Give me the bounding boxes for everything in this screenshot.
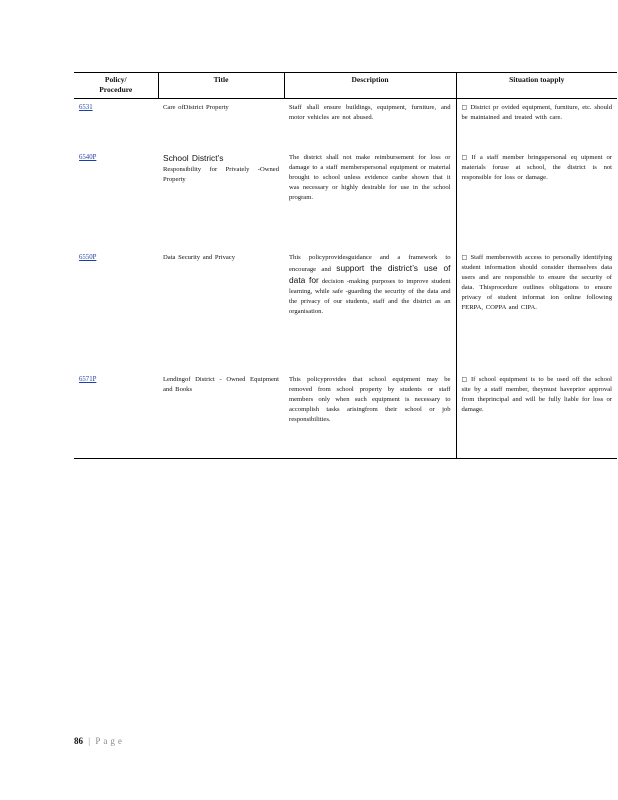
description-cell: This policyprovides that school equipment may be removed from school property by students or staff members only when such equipment is necessary to accomplish tasks arisingfrom their school or job responsibilities. <box>284 371 456 459</box>
situation-cell <box>456 371 617 459</box>
situation-cell <box>456 99 617 149</box>
footer-page-label: Page <box>95 736 125 746</box>
policy-link-6531[interactable]: 6531 <box>79 104 93 111</box>
policy-code-cell <box>74 99 158 149</box>
situation-text: If school equipment is to be used off the school site by a staff member, theymust haveprior approval from theprincipal and will be fully liable for loss or damage. <box>461 375 613 413</box>
policy-code-cell <box>74 249 158 371</box>
situation-cell <box>456 249 617 371</box>
title-cell <box>158 149 284 249</box>
checkbox-bullet-icon: □ <box>461 375 468 383</box>
checkbox-bullet-icon: □ <box>461 153 469 161</box>
page-number: 86 <box>74 736 83 746</box>
policy-link-6571p[interactable]: 6571P <box>79 375 97 383</box>
description-cell: Staff shall ensure buildings, equipment, furniture, and motor vehicles are not abused. <box>284 99 456 149</box>
policy-table <box>74 72 617 459</box>
situation-text: Staff memberswith access to personally identifying student information should consider themselves data users and are responsible to ensure the security of data. Thisprocedure outlines obligations to ensure privacy of student informat ion online following FERPA, COPPA and CIPA. <box>461 253 613 311</box>
description-large-text: support the district’s use of data for <box>289 262 451 285</box>
title-large-text: School District’s <box>163 152 224 163</box>
table-header-row <box>74 73 617 99</box>
policy-code-cell <box>74 371 158 459</box>
situation-text: District pr ovided equipment, furniture, etc. should be maintained and treated with care. <box>461 104 612 121</box>
header-title: Title <box>158 73 284 99</box>
header-policy-line1: Policy/ <box>104 75 127 84</box>
description-cell <box>284 249 456 371</box>
title-cell: Data Security and Privacy <box>163 253 236 261</box>
policy-code-cell <box>74 149 158 249</box>
policy-link-6550p[interactable]: 6550P <box>79 253 97 261</box>
page-footer <box>74 736 125 746</box>
description-cell: The district shall not make reimbursement for loss or damage to a staff memberspersonal equipment or material brought to school unless evidence canbe shown that it was necessary or highly desirable for use in the school program. <box>284 149 456 249</box>
situation-cell <box>456 149 617 249</box>
table-row <box>74 99 617 149</box>
footer-separator: | <box>88 736 91 746</box>
table-row <box>74 149 617 249</box>
situation-text: If a staff member bringspersonal eq uipment or materials foruse at school, the district is not responsible for loss or damage. <box>461 153 612 181</box>
header-policy-line2: Procedure <box>99 85 133 94</box>
header-policy-procedure <box>74 73 158 99</box>
header-situation: Situation toapply <box>456 73 617 99</box>
description-text: decision -making purposes to improve student learning, while safe -guarding the security of the data and the privacy of our students, staff and the district as an organisation. <box>289 277 451 315</box>
checkbox-bullet-icon: □ <box>461 104 468 111</box>
table-row <box>74 371 617 459</box>
description-text: This policyprovidesguidance and a framework to encourage and <box>289 253 451 273</box>
title-cell: Care ofDistrict Property <box>163 104 229 111</box>
title-text: Responsibility for Privately -Owned Property <box>163 165 279 183</box>
policy-link-6540p[interactable]: 6540P <box>79 153 97 161</box>
header-description: Description <box>284 73 456 99</box>
title-cell: Lendingof District - Owned Equipment and Books <box>158 371 284 459</box>
table-row <box>74 249 617 371</box>
checkbox-bullet-icon: □ <box>461 253 468 261</box>
